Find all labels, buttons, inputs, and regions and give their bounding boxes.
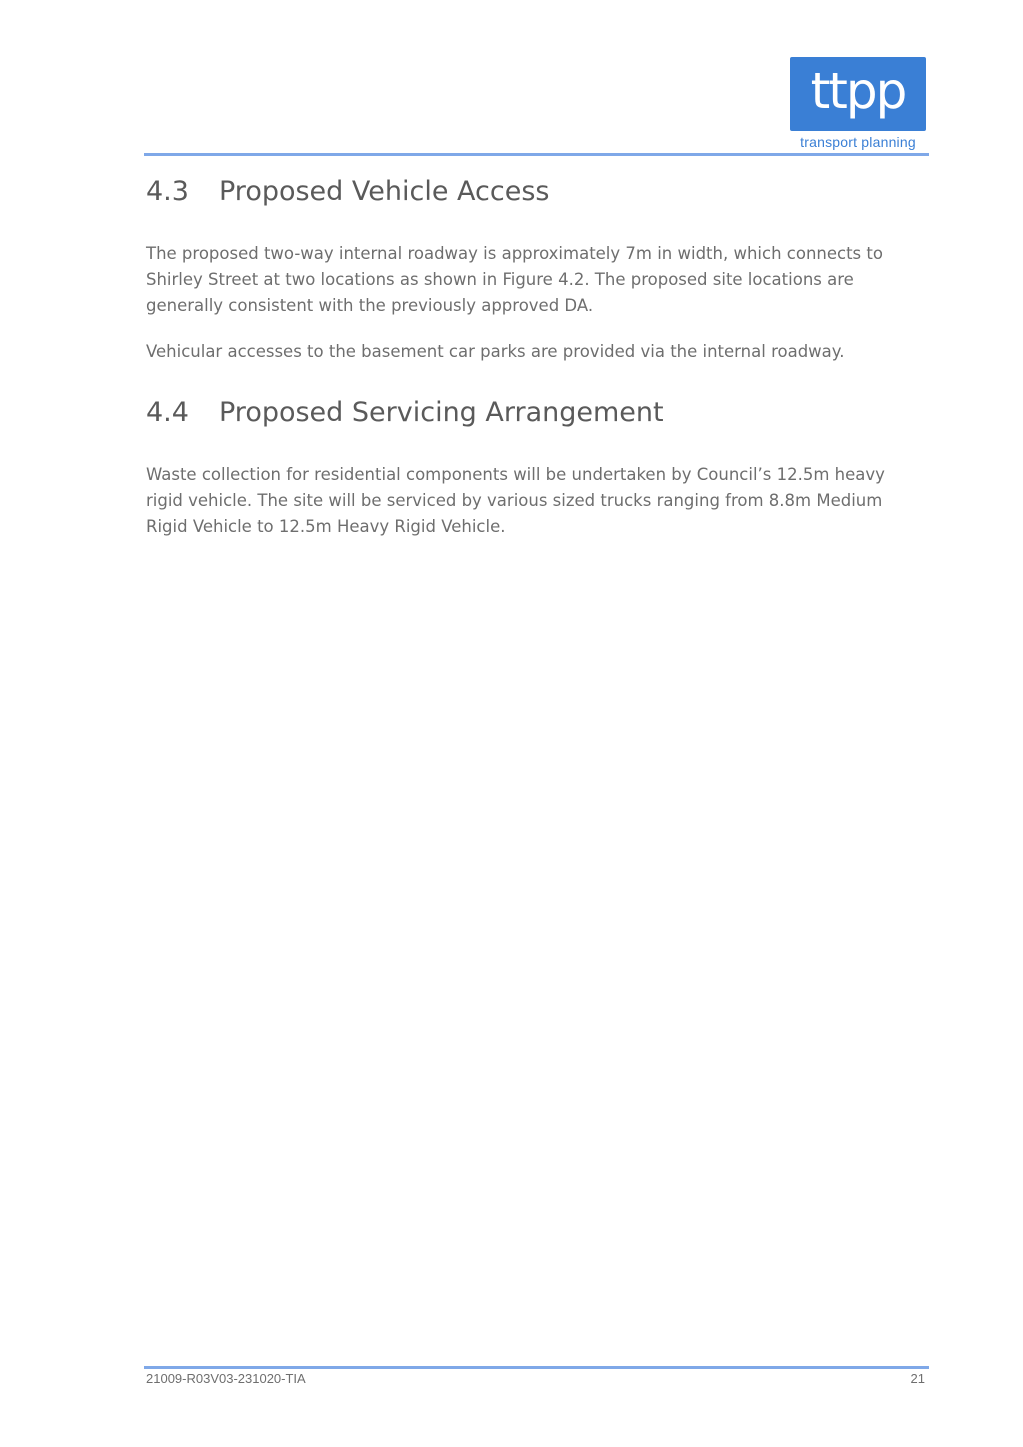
paragraph: Waste collection for residential components will be undertaken by Council’s 12.5m heavy rigid vehicle. The site will be serviced by various sized trucks ranging from 8.8m Medium Rigid Vehicle to 12.5m Heavy Rigid Vehicle.	[146, 465, 885, 536]
logo-box	[790, 57, 926, 131]
section-heading-4-3	[146, 176, 549, 207]
logo-tagline: transport planning	[800, 134, 916, 150]
company-logo	[790, 57, 926, 150]
section-number: 4.4	[146, 397, 189, 428]
section-title: Proposed Vehicle Access	[219, 176, 550, 207]
footer-divider	[144, 1366, 929, 1369]
section-number: 4.3	[146, 176, 189, 207]
document-reference: 21009-R03V03-231020-TIA	[146, 1371, 306, 1386]
section-title: Proposed Servicing Arrangement	[219, 397, 664, 428]
paragraph: Vehicular accesses to the basement car parks are provided via the internal roadway.	[146, 342, 845, 361]
logo-mark: ttpp	[810, 62, 906, 120]
header-divider	[144, 153, 929, 156]
section-heading-4-4	[146, 397, 664, 428]
page-number: 21	[910, 1371, 925, 1386]
paragraph: The proposed two-way internal roadway is approximately 7m in width, which connects to Shirley Street at two locations as shown in Figure 4.2. The proposed site locations are generally consistent with the previously approved DA.	[146, 244, 883, 315]
